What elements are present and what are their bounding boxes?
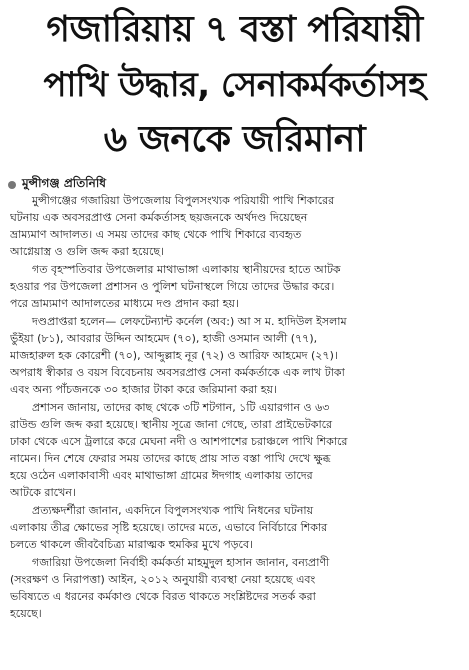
paragraph-line: ঢাকা থেকে এসে ট্রলারে করে মেঘনা নদী ও আশপাশের চরাঞ্চলে পাখি শিকারে (10, 434, 348, 448)
paragraph-line: গজারিয়া উপজেলা নির্বাহী কর্মকর্তা মাহমুদুল হাসান জানান, বন্যপ্রাণী (32, 556, 330, 569)
paragraph-line: (সংরক্ষণ ও নিরাপত্তা) আইন, ২০১২ অনুযায়ী ব্যবস্থা নেয়া হয়েছে এবং (10, 572, 316, 586)
paragraph-line: এবং অন্য পাঁচজনকে ৩০ হাজার টাকা করে জরিমানা করা হয়। (10, 382, 277, 396)
paragraph-line: আগ্নেয়াস্ত্র ও গুলি জব্দ করা হয়েছে। (10, 244, 164, 258)
paragraph-line: অপরাধ স্বীকার ও বয়স বিবেচনায় অবসরপ্রাপ্ত সেনা কর্মকর্তাকে এক লাখ টাকা (10, 365, 345, 379)
paragraph-line: ভবিষ্যতে এ ধরনের কর্মকাণ্ড থেকে বিরত থাকতে সংশ্লিষ্টদের সতর্ক করা (10, 589, 316, 603)
paragraph-line: পরে ভ্রাম্যমাণ আদালতের মাধ্যমে দণ্ড প্রদান করা হয়। (10, 296, 239, 310)
paragraph-line: মুন্সীগঞ্জের গজারিয়া উপজেলায় বিপুলসংখ্যক পরিযায়ী পাখি শিকারের (32, 194, 335, 207)
paragraph-line: হয়েছে। (10, 606, 42, 620)
headline-line-3: ৬ জনকে জরিমানা (103, 119, 366, 160)
paragraph-line: হয়ে ওঠেন এলাকাবাসী এবং মাথাভাঙ্গা গ্রামের ঈদগাহ এলাকায় তাদের (10, 468, 313, 482)
paragraph-line: প্রশাসন জানায়, তাদের কাছ থেকে ৩টি শটগান, ১টি এয়ারগান ও ৬৩ (32, 401, 330, 414)
headline-line-2: পাখি উদ্ধার, সেনাকর্মকর্তাসহ (43, 65, 426, 105)
paragraph-line: হওয়ার পর উপজেলা প্রশাসন ও পুলিশ ঘটনাস্থলে গিয়ে তাদের উদ্ধার করে। (10, 279, 335, 293)
paragraph-line: নামেন। দিন শেষে ফেরার সময় তাদের কাছে প্রায় সাত বস্তা পাখি দেখে ক্ষুব্ধ (10, 451, 331, 465)
paragraph-4 (10, 400, 459, 501)
paragraph-line: চলতে থাকলে জীববৈচিত্র্য মারাত্মক হুমকির মুখে পড়বে। (10, 537, 254, 551)
paragraph-line: ভুঁইয়া (৮১), আবরার উদ্দিন আহমেদ (৭০), হাজী ওসমান আলী (৭৭), (10, 331, 318, 345)
paragraph-line: এলাকায় তীব্র ক্ষোভের সৃষ্টি হয়েছে। তাদের মতে, এভাবে নির্বিচারে শিকার (10, 520, 328, 534)
paragraph-line: ভ্রাম্যমাণ আদালত। এ সময় তাদের কাছ থেকে পাখি শিকারে ব্যবহৃত (10, 227, 302, 241)
byline (8, 175, 106, 195)
byline-text: মুন্সীগঞ্জ প্রতিনিধি (22, 176, 106, 190)
paragraph-line: প্রত্যক্ষদর্শীরা জানান, একদিনে বিপুলসংখ্যক পাখি নিধনের ঘটনায় (32, 504, 314, 517)
paragraph-3 (10, 314, 459, 399)
paragraph-1 (10, 193, 459, 261)
paragraph-2 (10, 262, 459, 313)
bullet-icon (8, 181, 16, 189)
paragraph-line: রাউন্ড গুলি জব্দ করা হয়েছে। স্থানীয় সূত্রে জানা গেছে, তারা প্রাইভেটকারে (10, 417, 333, 431)
paragraph-line: ঘটনায় এক অবসরপ্রাপ্ত সেনা কর্মকর্তাসহ ছয়জনকে অর্থদণ্ড দিয়েছেন (10, 210, 308, 224)
paragraph-line: আটকে রাখেন। (10, 485, 76, 499)
paragraph-line: গত বৃহস্পতিবার উপজেলার মাথাভাঙ্গা এলাকায় স্থানীয়দের হাতে আটক (32, 263, 341, 276)
paragraph-6 (10, 555, 459, 623)
paragraph-5 (10, 503, 459, 554)
headline-line-1: গজারিয়ায় ৭ বস্তা পরিযায়ী (46, 9, 423, 50)
paragraph-line: মাজহারুল হক কোরেশী (৭০), আব্দুল্লাহ নূর (৭২) ও আরিফ আহমেদ (২৭)। (10, 348, 338, 362)
paragraph-line: দণ্ডপ্রাপ্তরা হলেন— লেফটেন্যান্ট কর্নেল (অব:) আ স ম. হাদিউল ইসলাম (32, 315, 347, 328)
